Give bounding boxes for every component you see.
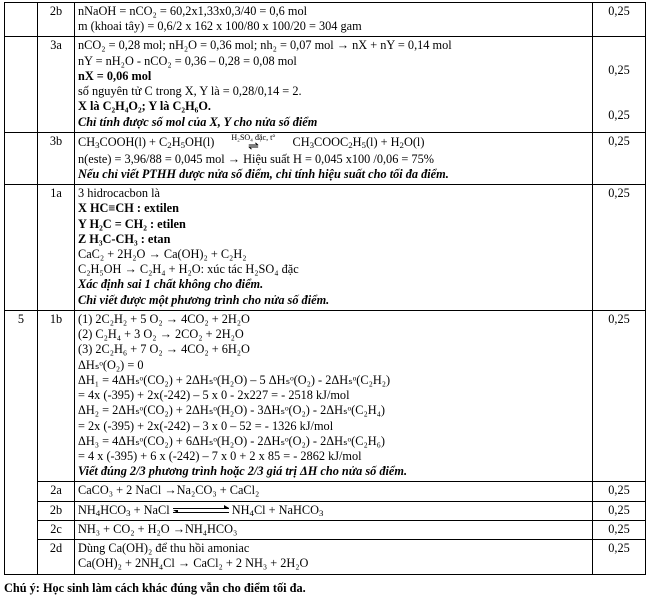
- score-cell: [593, 37, 646, 132]
- answer-line: Z H₃C-CH₃ : etan: [78, 231, 171, 246]
- answer-line: X HC≡CH : extilen: [78, 201, 179, 216]
- answer-line: nY = nH₂O - nCO₂ = 0,36 – 0,28 = 0,08 mol: [78, 53, 297, 68]
- answer-body-cell: [75, 3, 593, 37]
- answer-line-text: = 4x (-395) + 2x(-242) – 5 x 0 - 2x227 = - 2518 kJ/mol: [78, 388, 350, 403]
- sub-question-cell: 2b: [38, 501, 75, 520]
- equilibrium-arrows-icon: [173, 505, 229, 516]
- answer-body-cell: [75, 310, 593, 482]
- sub-question-cell: 2a: [38, 482, 75, 501]
- table-row: [5, 482, 646, 501]
- answer-line: Y H₂C = CH₂ : etilen: [78, 216, 186, 231]
- question-index-cell: [5, 132, 38, 184]
- answer-line: X là C₂H₄O₂; Y là C₂H₆O.: [78, 99, 211, 114]
- score-value: 0,25: [608, 62, 630, 77]
- answer-line: số nguyên tử C trong X, Y là = 0,28/0,14 = 2.: [78, 84, 302, 99]
- answer-line-reaction: [78, 134, 589, 152]
- answer-line-text: = 2x (-395) + 2x(-242) – 3 x 0 – 52 = - 1326 kJ/mol: [78, 418, 334, 433]
- sub-question-cell: 3b: [38, 132, 75, 184]
- answer-line: ΔH₃ = 4ΔHₛᵒ(CO₂) + 6ΔHₛᵒ(H₂O) - 2ΔHₛᵒ(O₂) - 2ΔHₛᵒ(C₂H₆): [78, 433, 385, 448]
- sub-question-cell: 2c: [38, 520, 75, 539]
- answer-line: ΔH₁ = 4ΔHₛᵒ(CO₂) + 2ΔHₛᵒ(H₂O) – 5 ΔHₛᵒ(O₂) - 2ΔHₛᵒ(C₂H₂): [78, 372, 391, 387]
- table-row: [5, 3, 646, 37]
- sub-question-cell: 1a: [38, 185, 75, 311]
- answer-line: C₂H₅OH → C₂H₄ + H₂O: xúc tác H₂SO₄ đặc: [78, 262, 299, 277]
- sub-question-cell: 2d: [38, 540, 75, 574]
- answer-line: CaC₂ + 2H₂O → Ca(OH)₂ + C₂H₂: [78, 246, 247, 261]
- score-cell: 0,25: [593, 185, 646, 311]
- answer-body-cell: [75, 185, 593, 311]
- answer-body-cell: [75, 501, 593, 520]
- table-row: [5, 37, 646, 132]
- score-cell: 0,25: [593, 540, 646, 574]
- answer-line: ΔHₛᵒ(O₂) = 0: [78, 357, 144, 372]
- table-row: [5, 520, 646, 539]
- score-cell: 0,25: [593, 310, 646, 482]
- sub-question-cell: 3a: [38, 37, 75, 132]
- question-index-cell: 5: [5, 310, 38, 574]
- score-cell: 0,25: [593, 3, 646, 37]
- answer-line: (3) 2C₂H₆ + 7 O₂ → 4CO₂ + 6H₂O: [78, 342, 250, 357]
- answer-line: m (khoai tây) = 0,6/2 x 162 x 100/80 x 100/20 = 304 gam: [78, 19, 362, 34]
- answer-body-cell: [75, 37, 593, 132]
- reaction-right: $CH_3COOC_2H_5(l) + H_2O(l)$: [292, 134, 425, 151]
- sub-question-cell: 1b: [38, 310, 75, 482]
- answer-line: CaCO₃ + 2 NaCl →Na₂CO₃ + CaCl₂: [78, 483, 260, 498]
- answer-line-result: [78, 449, 589, 464]
- answer-line: nNaOH = nCO₂ = 60,2x1,33x0,3/40 = 0,6 mol: [78, 4, 308, 18]
- score-cell: 0,25: [593, 501, 646, 520]
- answer-note-line: Chỉ viết được một phương trình cho nửa số điểm.: [78, 292, 330, 307]
- footer-note: Chú ý: Học sinh làm cách khác đúng vẫn cho điểm tối đa.: [4, 580, 306, 595]
- question-index-cell: [5, 37, 38, 132]
- answer-line: 3 hidrocacbon là: [78, 186, 160, 201]
- score-value: 0,25: [608, 107, 630, 122]
- answer-table: [4, 2, 646, 575]
- answer-line: nCO₂ = 0,28 mol; nH₂O = 0,36 mol; nh₂ = 0,07 mol → nX + nY = 0,14 mol: [78, 38, 452, 53]
- table-row: [5, 310, 646, 482]
- answer-line-text: = 4 x (-395) + 6 x (-242) – 7 x 0 + 2 x 85 = - 2862 kJ/mol: [78, 449, 362, 464]
- score-cell: 0,25: [593, 520, 646, 539]
- table-row: [5, 540, 646, 574]
- answer-line-result: [78, 388, 589, 403]
- answer-line-result: [78, 419, 589, 434]
- reaction-left: $NH_4HCO_3$ + NaCl: [78, 502, 170, 519]
- answer-note-line: Nếu chỉ viết PTHH dược nửa số điểm, chỉ tính hiệu suất cho tối đa điểm.: [78, 166, 449, 181]
- answer-line: nX = 0,06 mol: [78, 68, 152, 83]
- answer-line: n(este) = 3,96/88 = 0,045 mol → Hiệu suất H = 0,045 x100 /0,06 = 75%: [78, 151, 434, 166]
- answer-line: (1) 2C₂H₂ + 5 O₂ → 4CO₂ + 2H₂O: [78, 311, 250, 326]
- reaction-left: $CH_3COOH(l) + C_2H_5OH(l)$: [78, 134, 215, 151]
- answer-body-cell: [75, 132, 593, 184]
- score-cell: 0,25: [593, 132, 646, 184]
- sub-question-cell: 2b: [38, 3, 75, 37]
- question-index-cell: [5, 3, 38, 37]
- table-row: [5, 185, 646, 311]
- table-row: [5, 501, 646, 520]
- answer-line: Ca(OH)₂ + 2NH₄Cl → CaCl₂ + 2 NH₃ + 2H₂O: [78, 556, 309, 571]
- answer-line: ΔH₂ = 2ΔHₛᵒ(CO₂) + 2ΔHₛᵒ(H₂O) - 3ΔHₛᵒ(O₂) - 2ΔHₛᵒ(C₂H₄): [78, 403, 385, 418]
- answer-line: (2) C₂H₄ + 3 O₂ → 2CO₂ + 2H₂O: [78, 327, 244, 342]
- reaction-condition-label: H₂SO₄ đặc, t°: [231, 132, 276, 142]
- answer-line-reaction: [78, 503, 589, 518]
- reaction-right: $NH_4Cl$ + NaHCO$_3$: [231, 502, 324, 519]
- answer-line: NH₃ + CO₂ + H₂O →NH₄HCO₃: [78, 521, 238, 536]
- double-arrow-icon: ⇌: [248, 137, 259, 153]
- score-cell: 0,25: [593, 482, 646, 501]
- answer-body-cell: [75, 540, 593, 574]
- reaction-condition-arrow: [217, 134, 289, 152]
- answer-note-line: Viết đúng 2/3 phương trình hoặc 2/3 giá trị ΔH cho nửa số điểm.: [78, 464, 408, 479]
- answer-line: Dùng Ca(OH)₂ để thu hồi amoniac: [78, 541, 250, 556]
- question-index-cell: [5, 185, 38, 311]
- answer-body-cell: [75, 482, 593, 501]
- answer-note-line: Chỉ tính được số mol của X, Y cho nửa số điểm: [78, 114, 318, 129]
- answer-body-cell: [75, 520, 593, 539]
- table-row: [5, 132, 646, 184]
- answer-note-line: Xác định sai 1 chất không cho điểm.: [78, 277, 264, 292]
